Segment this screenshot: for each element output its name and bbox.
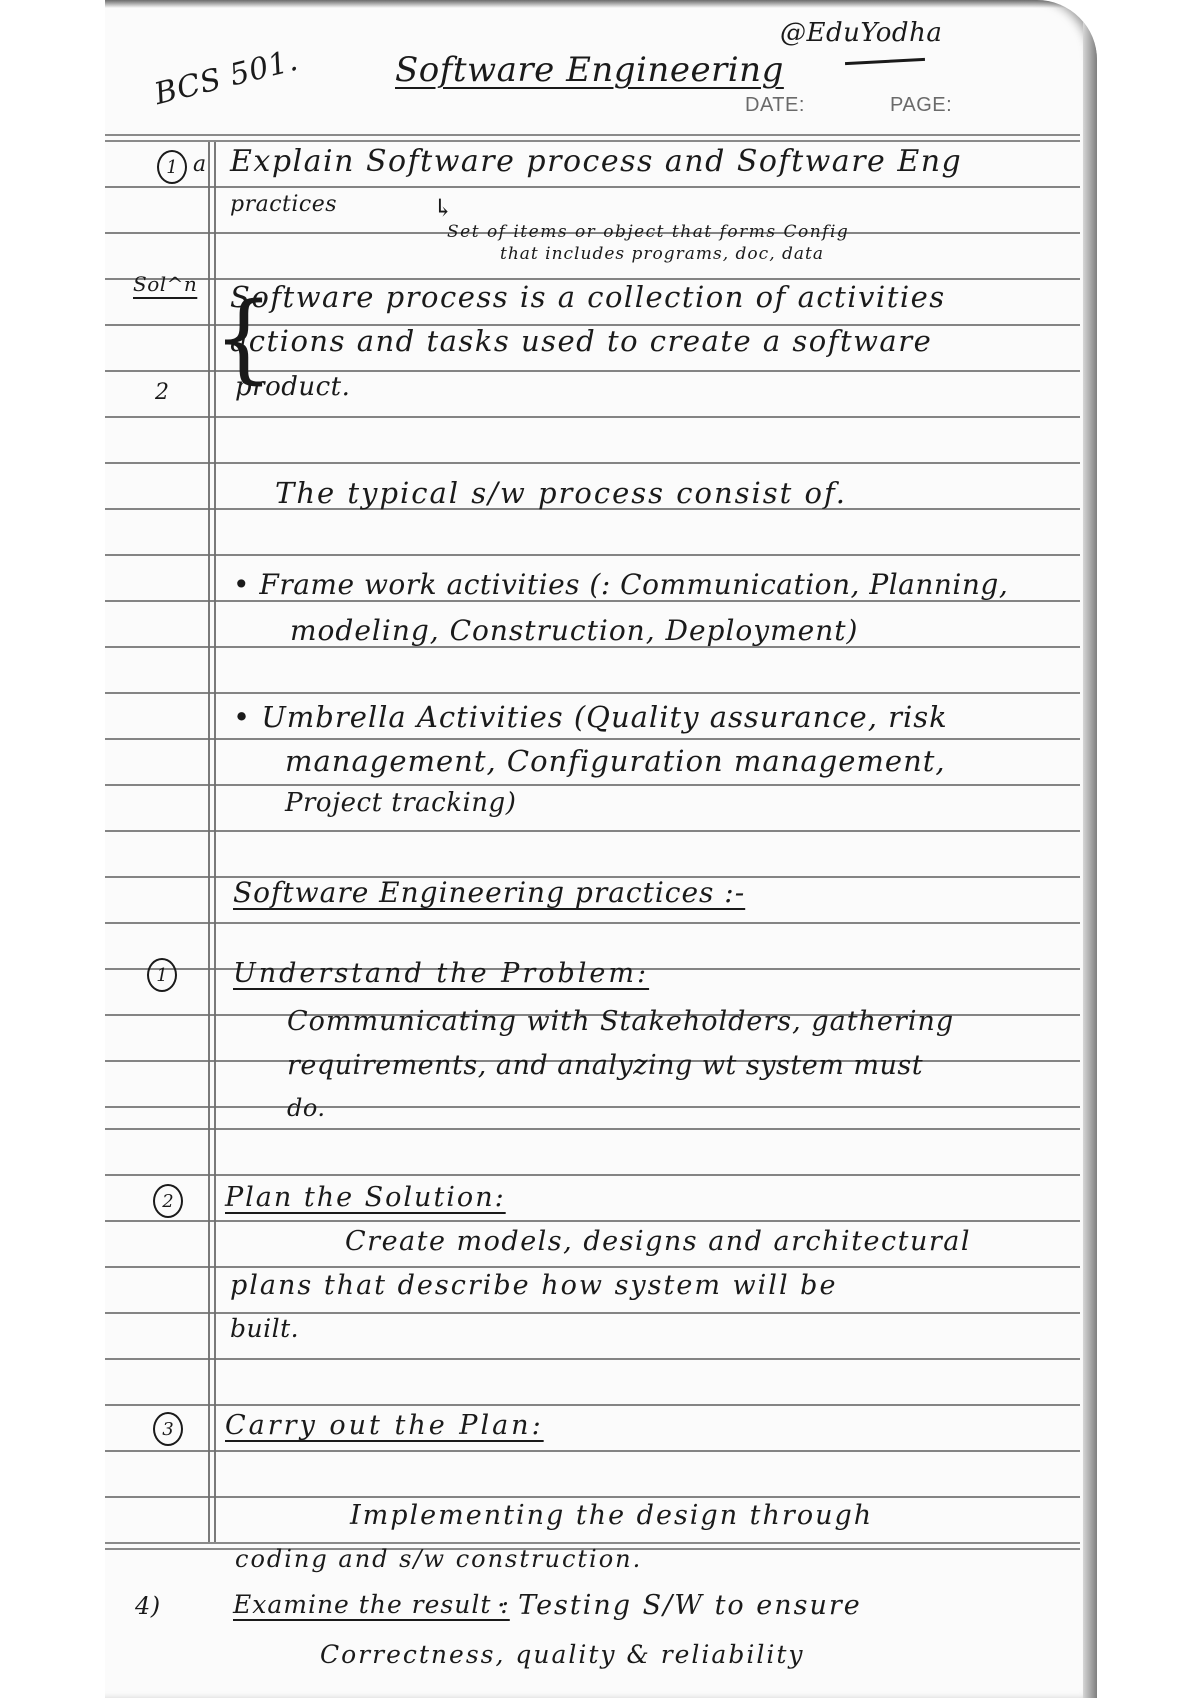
practice-3-title: Carry out the Plan: bbox=[225, 1410, 544, 1441]
bullet-umbrella-line1: • Umbrella Activities (Quality assurance, risk bbox=[233, 700, 948, 734]
practices-heading: Software Engineering practices :- bbox=[233, 876, 746, 909]
ruled-line bbox=[105, 1450, 1080, 1452]
page-label: PAGE: bbox=[890, 94, 953, 116]
watermark-underline bbox=[845, 58, 925, 65]
answer-line2: actions and tasks used to create a software bbox=[230, 324, 933, 358]
ruled-line bbox=[105, 784, 1080, 786]
page-edge-shadow bbox=[1083, 0, 1097, 1698]
practice-1-line1: Communicating with Stakeholders, gathering bbox=[287, 1006, 955, 1037]
ruled-line bbox=[105, 416, 1080, 418]
top-header-band bbox=[105, 134, 1080, 142]
ruled-line bbox=[105, 462, 1080, 464]
practice-3-line1: Implementing the design through bbox=[350, 1500, 874, 1531]
bullet-framework-line1: • Frame work activities (: Communication, Planning, bbox=[233, 568, 1009, 601]
ruled-line bbox=[105, 1220, 1080, 1222]
ruled-line bbox=[105, 1106, 1080, 1108]
question-number: 1 bbox=[157, 150, 187, 184]
practice-3-line2: coding and s/w construction. bbox=[235, 1545, 643, 1573]
ruled-line bbox=[105, 1496, 1080, 1498]
ruled-line bbox=[105, 1358, 1080, 1360]
ruled-line bbox=[105, 738, 1080, 740]
page-top-shadow bbox=[105, 0, 1097, 8]
margin-mark: 2 bbox=[155, 380, 170, 405]
practice-1-line2: requirements, and analyzing wt system must bbox=[287, 1050, 924, 1081]
practice-2-line1: Create models, designs and architectural bbox=[345, 1226, 972, 1257]
practice-2-line3: built. bbox=[230, 1314, 300, 1343]
bullet-umbrella-line3: Project tracking) bbox=[285, 788, 517, 818]
page-title: Software Engineering bbox=[395, 50, 784, 90]
question-text-line2: practices bbox=[230, 192, 338, 217]
practice-4-line1: · Testing S/W to ensure bbox=[497, 1590, 862, 1621]
ruled-line bbox=[105, 1174, 1080, 1176]
ruled-line bbox=[105, 554, 1080, 556]
practice-number-4: 4) bbox=[135, 1592, 161, 1620]
ruled-line bbox=[105, 1128, 1080, 1130]
ruled-line bbox=[105, 186, 1080, 188]
practice-4-title: Examine the result : bbox=[233, 1590, 510, 1619]
answer-consists: The typical s/w process consist of. bbox=[275, 476, 847, 510]
practice-4-line2: Correctness, quality & reliability bbox=[320, 1640, 805, 1669]
practice-number-2: 2 bbox=[153, 1184, 183, 1218]
date-label: DATE: bbox=[745, 94, 805, 116]
answer-line1: Software process is a collection of activities bbox=[230, 280, 946, 314]
practice-1-title: Understand the Problem: bbox=[233, 958, 650, 989]
answer-line3: product. bbox=[235, 372, 351, 402]
bullet-umbrella-line2: management, Configuration management, bbox=[285, 744, 946, 778]
notebook-page bbox=[105, 0, 1097, 1698]
solution-label: Sol^n bbox=[133, 272, 198, 296]
ruled-line bbox=[105, 1266, 1080, 1268]
question-part: a bbox=[193, 152, 207, 177]
ruled-line bbox=[105, 1404, 1080, 1406]
ruled-line bbox=[105, 922, 1080, 924]
practice-2-line2: plans that describe how system will be bbox=[230, 1270, 838, 1301]
practice-number-1: 1 bbox=[147, 958, 177, 992]
brace-mark: { bbox=[213, 282, 275, 394]
ruled-line bbox=[105, 830, 1080, 832]
practice-2-title: Plan the Solution: bbox=[225, 1182, 506, 1213]
bullet-framework-line2: modeling, Construction, Deployment) bbox=[290, 614, 859, 647]
ruled-line bbox=[105, 692, 1080, 694]
annotation-arrow: ↳ bbox=[433, 194, 454, 222]
question-text-line1: Explain Software process and Software Eng bbox=[230, 144, 963, 179]
practice-number-3: 3 bbox=[153, 1412, 183, 1446]
course-code: BCS 501. bbox=[150, 42, 302, 113]
watermark-handle: @EduYodha bbox=[780, 18, 943, 48]
annotation-line2: that includes programs, doc, data bbox=[500, 244, 824, 264]
practice-1-line3: do. bbox=[287, 1094, 326, 1122]
annotation-line1: Set of items or object that forms Config bbox=[447, 222, 850, 242]
